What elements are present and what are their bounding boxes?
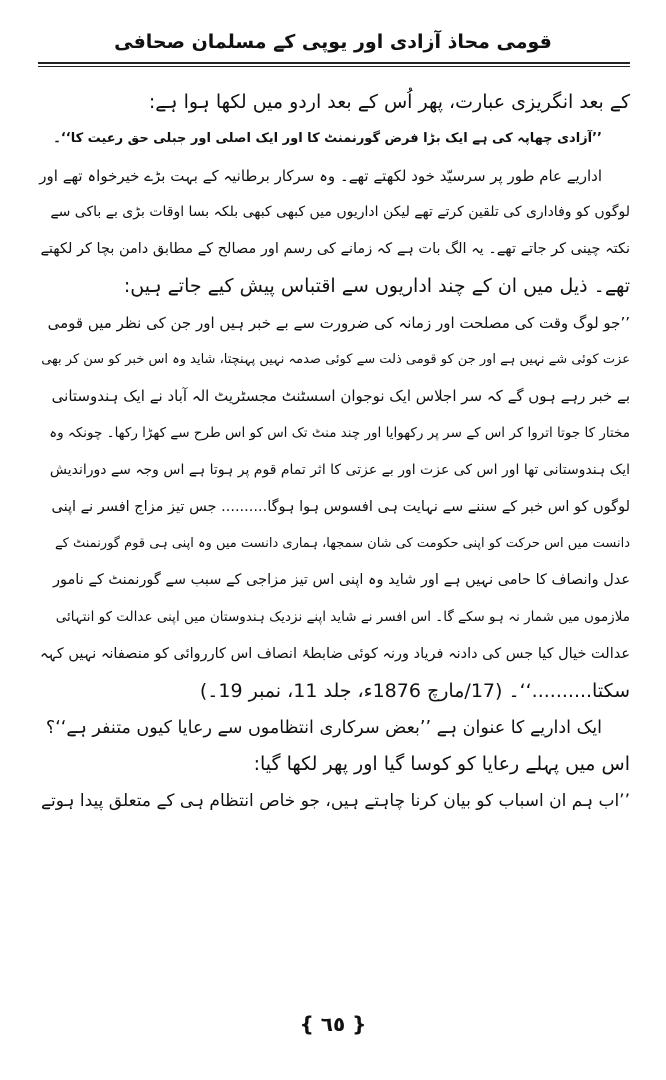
text-line: عزت کوئی شے نہیں ہے اور جن کو قومی ذلت سے کوئی صدمہ نہیں پہنچتا، شاید وہ اس خبر کو سن کر بھی: [41, 351, 630, 367]
paragraph-quotation: [38, 305, 630, 710]
paragraph-editorials: [38, 158, 630, 305]
text-line: دانست میں اس حرکت کو اپنی حکومت کی شان سمجھا، ہماری دانست میں وہ اپنی ہی قوم گورنمنٹ کے: [55, 535, 630, 551]
text-line: مختار کا جوتا اتروا کر اس کے سر پر رکھوایا اور چند منٹ تک اس کو اس طرح سے کھڑا رکھا۔ چونکہ وہ: [49, 425, 630, 442]
text-line: بے خبر رہے ہوں گے کہ سر اجلاس ایک نوجوان اسسٹنٹ مجسٹریٹ الہ آباد نے ایک ہندوستانی: [51, 387, 630, 406]
text-line: عدالت خیال کیا جس کی دادنہ فریاد ورنہ کوئی ضابطۂ انصاف اس کارروائی کو منصفانہ نہیں کہہ: [39, 645, 630, 662]
paragraph-intro: [38, 84, 630, 121]
text-line: تھے۔ ذیل میں ان کے چند اداریوں سے اقتباس پیش کیے جاتے ہیں:: [123, 274, 630, 297]
header-rule-thin: [38, 66, 630, 67]
running-header: قومی محاذ آزادی اور یوپی کے مسلمان صحافی: [114, 31, 552, 53]
text-line: ملازموں میں شمار نہ ہو سکے گا۔ اس افسر نے شاید اپنے نزدیک ہندوستان میں اپنی عدالت کو انتہائی: [55, 609, 630, 626]
text-line: لوگوں کو وفاداری کی تلقین کرتے تھے لیکن اداریوں میں کبھی کبھی بلکہ بسا اوقات بڑی بے باکی سے: [50, 204, 630, 221]
paragraph-motto: [38, 121, 630, 158]
paragraph-second-editorial: [38, 710, 630, 784]
text-line: لوگوں کو اس خبر کے سننے سے نہایت ہی افسوس ہوا ہوگا.......... جس تیز مزاج افسر نے اپنی: [51, 498, 630, 515]
text-line: ایک اداریے کا عنوان ہے ’’بعض سرکاری انتظاموں سے رعایا کیوں متنفر ہے‘‘؟: [45, 717, 602, 738]
text-line: ایک ہندوستانی تھا اور اس کی عزت اور بے عزتی کا اثر تمام قوم پر ہوتا ہے اس وجہ سے دوراندیش: [49, 461, 630, 478]
text-line: اس میں پہلے رعایا کو کوسا گیا اور پھر لکھا گیا:: [253, 753, 630, 776]
header-rule: [38, 62, 630, 64]
text-line: ’’آزادی چھاپہ کی ہے ایک بڑا فرض گورنمنٹ کا اور ایک اصلی اور جبلی حق رعیت کا‘‘۔: [53, 130, 602, 146]
paragraph-last-quote: [38, 783, 630, 820]
text-line: سکتا..........‘‘۔ (17/مارچ 1876ء، جلد 11، نمبر 19۔): [199, 679, 630, 702]
text-line: عدل وانصاف کا حامی نہیں ہے اور شاید وہ اپنی اس تیز مزاجی کے سبب سے گورنمنٹ کے نامور: [53, 572, 630, 589]
page-number: { ٦٥ }: [299, 1012, 367, 1036]
text-line: ’’اب ہم ان اسباب کو بیان کرنا چاہتے ہیں، جو خاص انتظام ہی کے متعلق پیدا ہوتے: [41, 791, 630, 812]
text-line: کے بعد انگریزی عبارت، پھر اُس کے بعد اردو میں لکھا ہوا ہے:: [148, 91, 630, 113]
text-line: ’’جو لوگ وقت کی مصلحت اور زمانہ کی ضرورت سے بے خبر ہیں اور جن کی نظر میں قومی: [47, 313, 630, 332]
text-line: نکتہ چینی کر جاتے تھے۔ یہ الگ بات ہے کہ زمانے کی رسم اور مصالح کے مطابق دامن بچا کر لکھتے: [40, 241, 630, 258]
text-line: اداریے عام طور پر سرسیّد خود لکھتے تھے۔ وہ سرکار برطانیہ کے بہت بڑے خیرخواہ تھے اور: [39, 166, 602, 185]
body-text: [38, 84, 630, 820]
